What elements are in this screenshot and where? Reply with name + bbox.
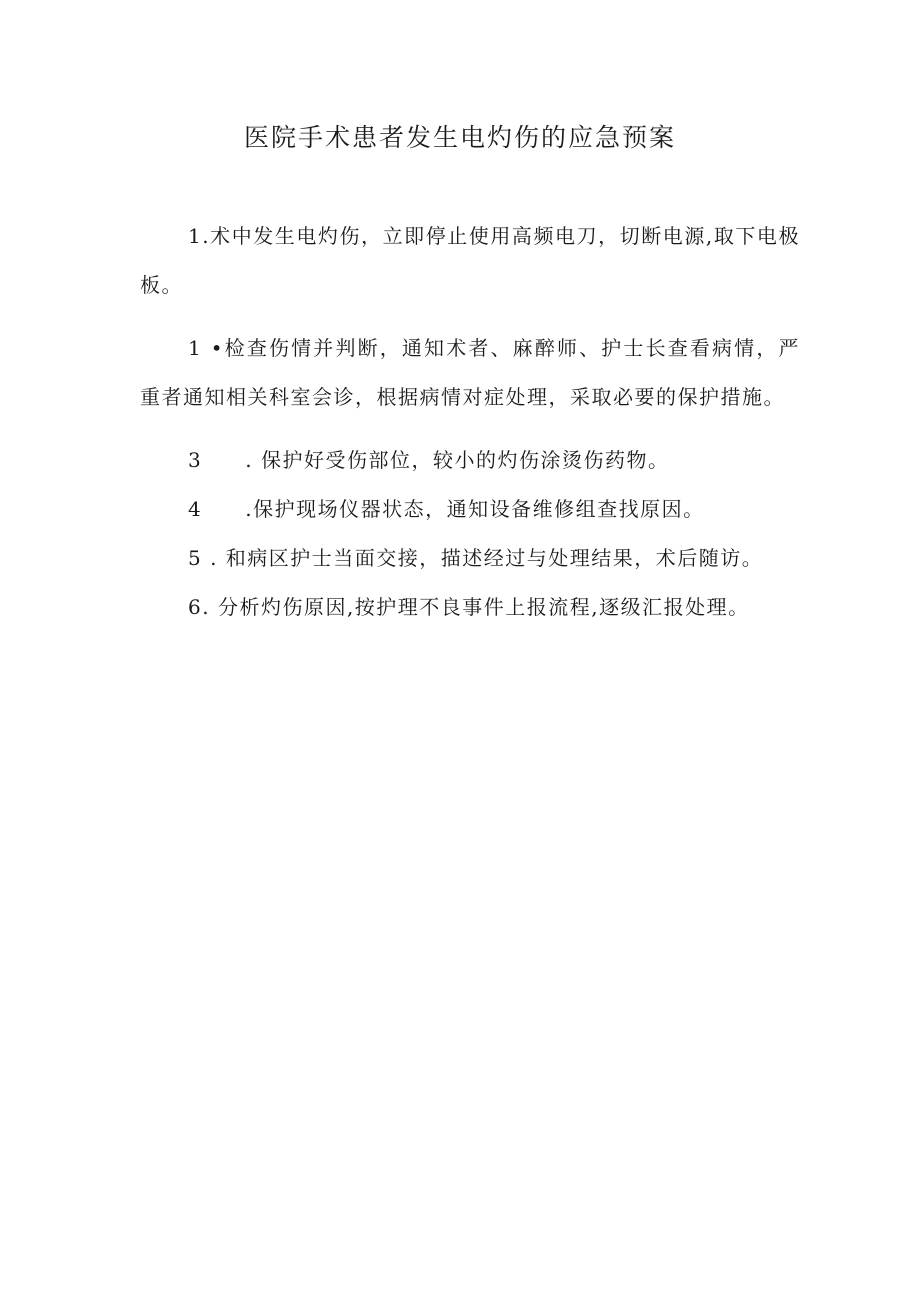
paragraph-step-5: 5 . 和病区护士当面交接，描述经过与处理结果，术后随访。 xyxy=(188,546,764,570)
paragraph-step-3: 3 . 保护好受伤部位，较小的灼伤涂烫伤药物。 xyxy=(188,448,670,472)
paragraph-step-1: 1.术中发生电灼伤，立即停止使用高频电刀，切断电源,取下电极板。 xyxy=(140,224,800,297)
document-body xyxy=(140,212,800,632)
paragraph-step-4: 4 .保护现场仪器状态，通知设备维修组查找原因。 xyxy=(188,497,705,521)
paragraph-step-6: 6. 分析灼伤原因,按护理不良事件上报流程,逐级汇报处理。 xyxy=(188,595,750,619)
paragraph-step-2: 1 •检查伤情并判断，通知术者、麻醉师、护士长查看病情，严重者通知相关科室会诊，根据病情对症处理，采取必要的保护措施。 xyxy=(140,336,800,409)
document-title: 医院手术患者发生电灼伤的应急预案 xyxy=(243,123,676,152)
